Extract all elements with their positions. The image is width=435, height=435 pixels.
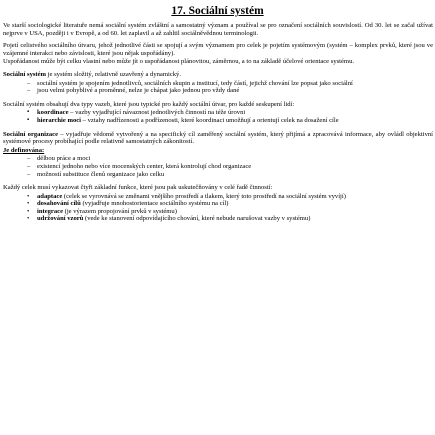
section-lead	[3, 71, 433, 79]
bullet-list	[3, 155, 433, 178]
item-term: dosahování cílů	[37, 200, 81, 208]
item-term: hierarchie moci	[37, 116, 82, 124]
item-text: (celek se vyrovnává se změnami vnějšího prostředí a tlakem, který toto prostředí na sociální systém vyvíjí)	[62, 192, 346, 200]
item-term: integrace	[37, 207, 63, 215]
section-social-system	[3, 71, 433, 95]
item-text: – vazby vyjadřující návaznost jednotlivých činností na téže úrovni	[68, 109, 246, 117]
list-item: – existencí jednoho nebo více mocenských center, která kontrolují chod organizace	[37, 163, 433, 171]
item-text: (vede ke stanovení odpovídajícího chování, které nebude narušovat vazby v systému)	[83, 215, 311, 223]
list-item: – dělbou práce a moci	[37, 155, 433, 163]
item-text: (vyjadřuje mnohostorientace sociálního systému na cíl)	[80, 200, 229, 208]
section-four-functions	[3, 184, 433, 223]
list-item	[37, 215, 433, 223]
item-term: adaptace	[37, 192, 63, 200]
item-text: – vztahy nadřízenosti a podřízenosti, které koordinaci umožňují a orientují celek na dosažení cíle	[81, 116, 339, 124]
bullet-list	[3, 80, 433, 95]
intro-paragraph-1: Ve starší sociologické literatuře nemá sociální systém zvláštní a samostatný význam a používal se pro označení sociálních souvislostí. Od 30. let se začal užívat nejprve v USA, později i v Evropě, a od 60. let zaplavil a až zahltil sociálněvědnou terminologii.	[3, 22, 433, 37]
list-item: – jsou velmi pohyblivé a proměnné, nelze je chápat jako jednou pro vždy dané	[37, 87, 433, 95]
document-body	[0, 18, 435, 223]
term-bold: Sociální systém	[3, 70, 47, 78]
section-lead	[3, 131, 433, 146]
term-bold: Sociální organizace	[3, 130, 59, 138]
section-social-organization	[3, 131, 433, 179]
list-item	[37, 109, 433, 117]
page-title: 17. Sociální systém	[171, 5, 264, 17]
section-bond-types	[3, 101, 433, 125]
list-item	[37, 200, 433, 208]
bullet-list	[3, 109, 433, 124]
item-text: (je výrazem propojování prvků v systému)	[63, 207, 177, 215]
list-item	[37, 193, 433, 201]
list-item	[37, 208, 433, 216]
definition-label: Je definována:	[3, 146, 45, 154]
item-term: koordinace	[37, 109, 69, 117]
section-lead: Sociální systém obsahují dva typy vazeb, které jsou typické pro každý sociální útvar, pro každé seskupení lidí:	[3, 100, 295, 108]
section-lead: Každý celek musí vykazovat čtyři základní funkce, které jsou pak uskutečňovány v celé řadě činností:	[3, 184, 273, 192]
item-term: udržování vzorů	[37, 215, 84, 223]
list-item: – sociální systém je spojením jednotlivců, sociálních skupin a institucí, tedy částí, jejichž chování lze popsat jako sociální	[37, 80, 433, 88]
list-item	[37, 117, 433, 125]
list-item: – možností substituce členů organizace jako celku	[37, 171, 433, 179]
bullet-list	[3, 193, 433, 223]
lead-text: je systém složitý, relativně uzavřený a dynamický.	[46, 70, 181, 78]
intro-paragraph-2: Pojetí celistvého sociálního útvaru, jehož jednotlivé části se spojují a svým významem pro celek je pojetím systémovým (systém – komplex prvků, které jsou ve vzájemné interakci nebo závislosti, které jsou nějak uspořádány).	[3, 42, 433, 57]
lead-text: – vyjadřuje vědomě vytvořený a na specifický cíl zaměřený sociální systém, který přijímá a zpracovává informace, aby ovládl objektivní systémové procesy probíhající podle relativně samostatných zákonitostí.	[3, 130, 433, 146]
intro-paragraph-3: Uspořádanost může být celku vlastní nebo může jít o uspořádanost plánovitou, záměrnou, a to na základě účelové orientace systému.	[3, 58, 355, 66]
